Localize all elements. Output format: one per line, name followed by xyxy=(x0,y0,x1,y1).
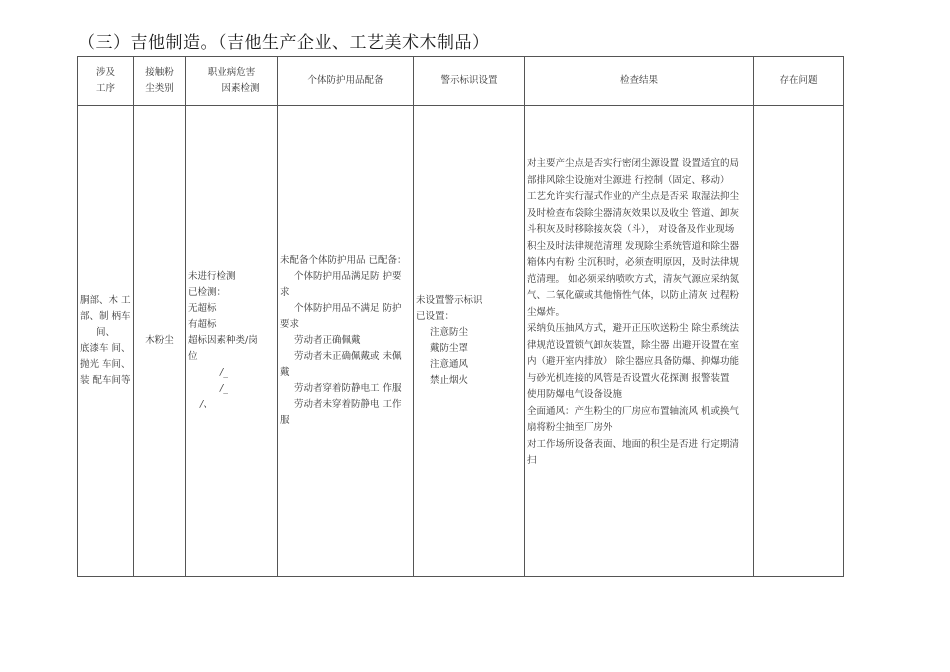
header-dust-type: 接触粉 尘类别 xyxy=(134,57,186,106)
inspection-table xyxy=(77,56,844,577)
header-problems: 存在问题 xyxy=(754,57,844,106)
section-title: （三）吉他制造。（吉他生产企业、工艺美术木制品） xyxy=(78,33,490,53)
cell-dust-type: 木粉尘 xyxy=(134,106,186,577)
header-warning-signs: 警示标识设置 xyxy=(414,57,525,106)
header-hazard-detection: 职业病危害 因素检测 xyxy=(186,57,278,106)
cell-detection: 未进行检测 已检测： 无超标 有超标 超标因素种类/岗 位 /_ /_ /、 xyxy=(186,106,278,577)
cell-process: 胴部、木 工 部、制 柄车 间、 底漆车 间、 抛光 车间、 装 配车间等 xyxy=(78,106,134,577)
table-row xyxy=(78,106,844,577)
header-ppe: 个体防护用品配备 xyxy=(278,57,414,106)
header-inspection-result: 检查结果 xyxy=(525,57,754,106)
cell-warning-signs: 未设置警示标识 已设置： 注意防尘 戴防尘罩 注意通风 禁止烟火 xyxy=(414,106,525,577)
header-process: 涉及 工序 xyxy=(78,57,134,106)
cell-inspection-result: 对主要产尘点是否实行密闭尘源设置 设置适宜的局 部排风除尘设施对尘源进 行控制（固定、移动） 工艺允许实行湿式作业的产尘点是否采 取湿法抑尘 及时检查布袋除尘器清灰效果以及收尘 管道、卸灰 斗积灰及时移除接灰袋（斗）， 对设备及作业现场 积尘及时法律规范清理 发现除尘系统管道和除尘器 箱体内有粉 尘沉积时，必须查明原因，及时法律规 范清理。 如必须采纳喷吹方式，清灰气源应采纳氮 气、二氧化碳或其他惰性气体，以防止清灰 过程粉 尘爆炸。 采纳负压抽风方式，避开正压吹送粉尘 除尘系统法 律规范设置锁气卸灰装置，除尘器 出避开设置在室 内（避开室内排放） 除尘器应具备防爆、抑爆功能 与砂光机连接的风管是否设置火花探测 报警装置 使用防爆电气设备设施 全面通风：产生粉尘的厂房应布置轴流风 机或换气 扇将粉尘抽至厂房外 对工作场所设备表面、地面的积尘是否进 行定期清 扫 xyxy=(525,106,754,577)
cell-ppe: 未配备个体防护用品 已配备： 个体防护用品满足防 护要 求 个体防护用品不满足 防护 要求 劳动者正确佩戴 劳动者未正确佩戴或 未佩 戴 劳动者穿着防静电工 作服 劳动者未穿着防静电 工作 服 xyxy=(278,106,414,577)
header-row xyxy=(78,57,844,106)
cell-problems xyxy=(754,106,844,577)
